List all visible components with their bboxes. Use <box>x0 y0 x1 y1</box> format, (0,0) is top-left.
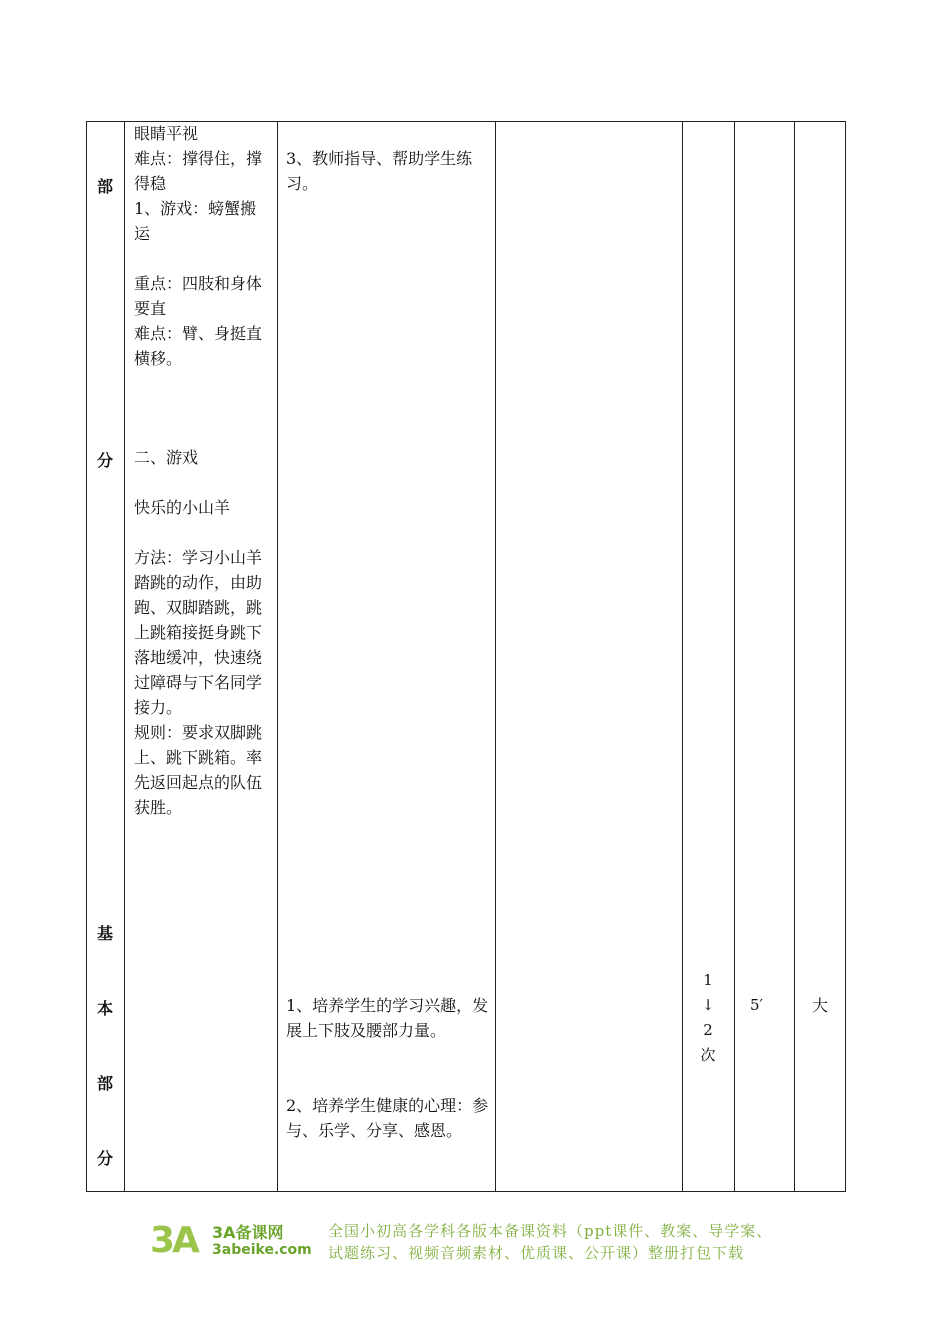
column-divider <box>124 121 125 1192</box>
logo-mark: 3A <box>150 1220 197 1261</box>
logo-name: 3A备课网 <box>212 1223 284 1242</box>
column-divider <box>794 121 795 1192</box>
section-label-char: 本 <box>96 999 113 1018</box>
repetition-count: 1 ↓ 2 次 <box>700 971 716 1064</box>
site-logo[interactable] <box>150 1218 322 1266</box>
column-divider <box>277 121 278 1192</box>
section-label-char: 分 <box>96 1149 113 1168</box>
section-label-char: 分 <box>96 451 113 470</box>
teacher-guidance-text: 3、教师指导、帮助学生练习。 <box>286 149 473 193</box>
duration-value: 5′ <box>750 996 763 1014</box>
goal-text: 1、培养学生的学习兴趣，发展上下肢及腰部力量。 <box>286 996 489 1040</box>
section-label-char: 部 <box>96 1074 113 1093</box>
section-label-char: 基 <box>96 924 113 943</box>
goal-text: 2、培养学生健康的心理：参与、乐学、分享、感恩。 <box>286 1096 489 1140</box>
promo-text: 全国小初高各学科各版本备课资料（ppt课件、教案、导学案、 试题练习、视频音频素材、优质课、公开课）整册打包下载 <box>328 1222 773 1262</box>
content-block-game: 二、游戏 快乐的小山羊 方法：学习小山羊踏跳的动作，由助跑、双脚踏跳，跳上跳箱接挺身跳下落地缓冲，快速绕过障碍与下名同学接力。 规则：要求双脚跳上、跳下跳箱。率先返回起点的队伍获胜。 <box>134 448 263 817</box>
column-divider <box>734 121 735 1192</box>
content-block-drill: 眼睛平视 难点：撑得住，撑得稳 1、游戏：螃蟹搬运 重点：四肢和身体要直 难点：臂、身挺直横移。 <box>134 124 263 368</box>
column-divider <box>495 121 496 1192</box>
intensity-value: 大 <box>811 996 828 1015</box>
logo-site: 3abeike.com <box>212 1242 312 1258</box>
section-label-char: 部 <box>96 177 113 196</box>
footer-banner <box>150 1218 850 1268</box>
